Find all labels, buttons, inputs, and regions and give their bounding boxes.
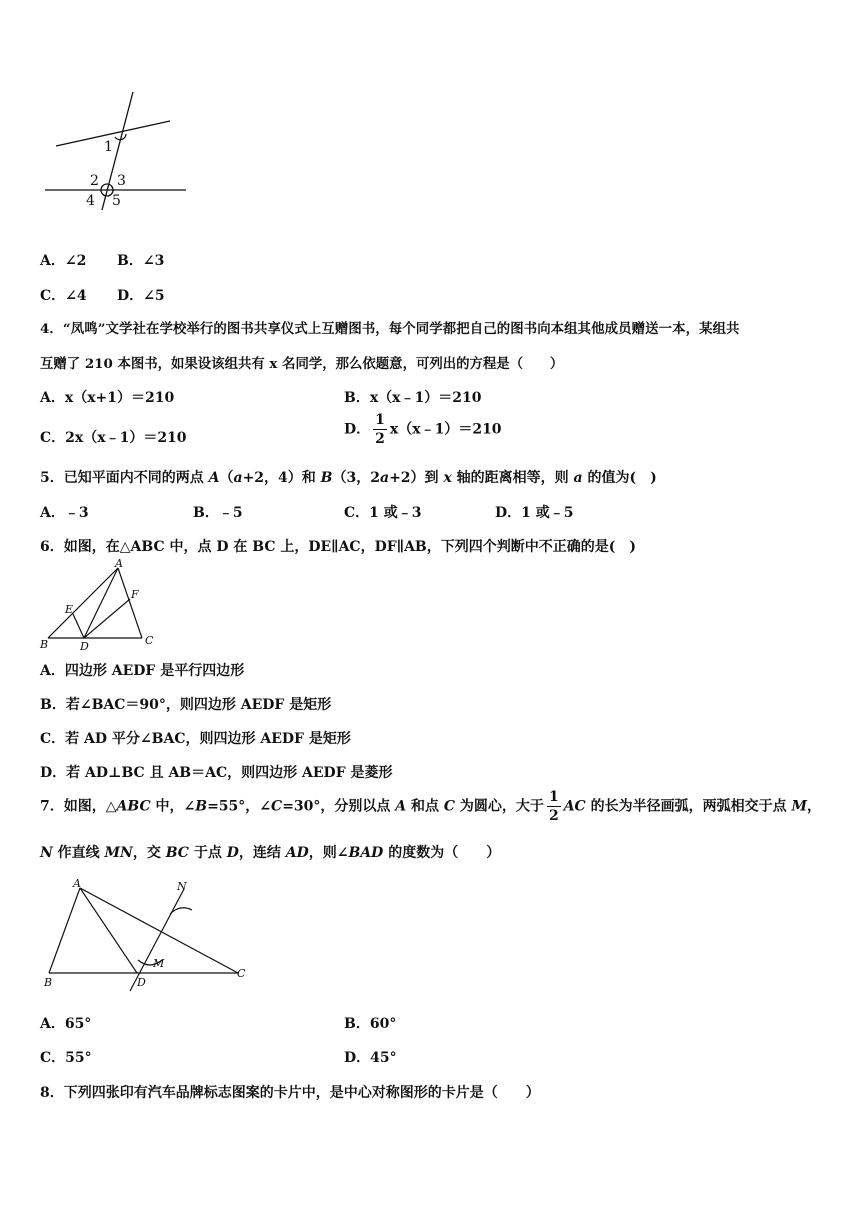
q7-var: N	[40, 845, 53, 861]
q6-stem: 6．如图，在△ABC 中，点 D 在 BC 上，DE∥AC，DF∥AB，下列四个判断中不正确的是( )	[40, 539, 637, 555]
q5-option-a: A．﹣3	[40, 505, 89, 521]
q4-option-b: B．x（x﹣1）＝210	[344, 390, 482, 406]
q5-option-b: B．﹣5	[193, 505, 243, 521]
q6-label-a: A	[115, 558, 123, 570]
q7-text: 为圆心，大于	[455, 798, 544, 815]
q7-option-a: A．65°	[40, 1016, 92, 1032]
q5-text: （3，2	[332, 470, 380, 486]
q7-var: D	[226, 845, 239, 861]
fraction-denominator: 2	[548, 808, 559, 824]
q4-option-a: A．x（x+1）＝210	[40, 390, 175, 406]
q4-stem-line1: 4．“凤鸣”文学社在学校举行的图书共享仪式上互赠图书，每个同学都把自己的图书向本组其他成员赠送一本，某组共	[40, 321, 740, 337]
fig3-label-1: 1	[104, 139, 113, 155]
q7-text: 的长为半径画弧，两弧相交于点	[585, 798, 792, 815]
q7-text: ，则∠	[308, 845, 349, 861]
fig3-label-3: 3	[117, 173, 126, 189]
segment-de	[73, 614, 84, 638]
q5-text: （	[219, 470, 234, 486]
q7-label-c: C	[237, 967, 246, 980]
q6-label-e: E	[65, 603, 74, 616]
q7-var: AD	[285, 845, 309, 861]
q7-text: ，	[806, 798, 821, 815]
q4-stem-line2: 互赠了 210 本图书，如果设该组共有 x 名同学，那么依题意，可列出的方程是（ ）	[40, 356, 564, 372]
segment-ad	[84, 568, 118, 638]
q7-fraction	[547, 790, 561, 823]
side-ab	[48, 568, 118, 638]
q7-option-c: C．55°	[40, 1050, 92, 1066]
segment-df	[84, 599, 130, 638]
q7-var: MN	[104, 845, 133, 861]
q7-figure	[38, 874, 253, 999]
q7-label-m: M	[153, 957, 165, 970]
q7-var: C	[443, 798, 456, 815]
q7-var: M	[791, 798, 807, 815]
q5-var-a: a	[233, 470, 243, 486]
q7-label-b: B	[44, 976, 53, 989]
q6-option-a: A．四边形 AEDF 是平行四边形	[40, 663, 245, 679]
q7-text: 和点	[406, 798, 444, 815]
q5-var-x: x	[443, 470, 452, 486]
q7-option-b: B．60°	[344, 1016, 397, 1032]
q4-fraction	[373, 413, 387, 446]
q3-option-c: C．∠4	[40, 288, 87, 304]
q8-stem: 8．下列四张印有汽车品牌标志图案的卡片中，是中心对称图形的卡片是（ ）	[40, 1085, 540, 1101]
q7-text: 于点	[188, 845, 227, 861]
q3-option-a: A．∠2	[40, 253, 87, 269]
q5-var-a: a	[380, 470, 390, 486]
q6-label-c: C	[145, 634, 154, 647]
fig3-label-2: 2	[90, 173, 99, 189]
q5-option-d: D．1 或﹣5	[495, 505, 574, 521]
q5-text: 5．已知平面内不同的两点	[40, 470, 209, 486]
q5-text: +2，4）和	[242, 470, 321, 486]
q6-option-d: D．若 AD⊥BC 且 AB＝AC，则四边形 AEDF 是菱形	[40, 765, 393, 781]
q3-figure	[40, 88, 190, 213]
q7-text: 作直线	[52, 845, 105, 861]
q4-option-d-rest: x（x﹣1）＝210	[389, 421, 502, 438]
q7-text: 中，∠	[150, 798, 196, 815]
q7-var: BAD	[348, 845, 384, 861]
q7-text: 的度数为（ ）	[383, 845, 501, 861]
q7-text: =55°，∠	[207, 798, 272, 815]
q4-option-d	[344, 413, 502, 446]
q6-option-b: B．若∠BAC＝90°，则四边形 AEDF 是矩形	[40, 697, 332, 713]
upper-line	[56, 121, 170, 146]
q7-var: BC	[165, 845, 189, 861]
q5-text: 的值为( )	[582, 470, 657, 486]
q6-label-d: D	[80, 640, 89, 653]
q5-option-c: C．1 或﹣3	[344, 505, 422, 521]
q7-var: A	[395, 798, 407, 815]
q6-label-f: F	[131, 588, 139, 601]
q7-label-n: N	[177, 880, 187, 893]
fig3-label-5: 5	[112, 193, 121, 209]
q7-var: AC	[563, 798, 586, 815]
q7-triangle: △ABC	[105, 798, 151, 815]
q4-option-c: C．2x（x﹣1）＝210	[40, 430, 187, 446]
q7-text: 7．如图，	[40, 798, 106, 815]
q5-text: 轴的距离相等，则	[451, 470, 574, 486]
q6-label-b: B	[40, 638, 49, 651]
side-ac	[118, 568, 142, 638]
fraction-denominator: 2	[375, 431, 385, 447]
q5-point-a: A	[208, 470, 220, 486]
q7-stem-line1	[40, 790, 821, 823]
q3-option-d: D．∠5	[117, 288, 165, 304]
q5-var-a: a	[573, 470, 583, 486]
q4-option-d-prefix: D．	[344, 421, 371, 438]
segment-ad	[80, 888, 137, 973]
q7-text: =30°，分别以点	[282, 798, 396, 815]
fraction-numerator: 1	[375, 412, 385, 428]
q5-stem	[40, 467, 657, 487]
q7-text: ，交	[132, 845, 166, 861]
q7-var: C	[271, 798, 283, 815]
fraction-numerator: 1	[548, 789, 559, 805]
q7-var: B	[195, 798, 208, 815]
q6-option-c: C．若 AD 平分∠BAC，则四边形 AEDF 是矩形	[40, 731, 351, 747]
q7-stem-line2	[40, 842, 500, 862]
q7-label-d: D	[137, 976, 146, 989]
q7-label-a: A	[73, 877, 81, 890]
q5-text: +2）到	[389, 470, 444, 486]
fig3-label-4: 4	[86, 193, 95, 209]
side-ab	[49, 888, 80, 973]
q5-point-b: B	[320, 470, 333, 486]
q7-option-d: D．45°	[344, 1050, 397, 1066]
q3-option-b: B．∠3	[117, 253, 165, 269]
q7-text: ，连结	[238, 845, 286, 861]
q6-figure	[38, 558, 168, 653]
